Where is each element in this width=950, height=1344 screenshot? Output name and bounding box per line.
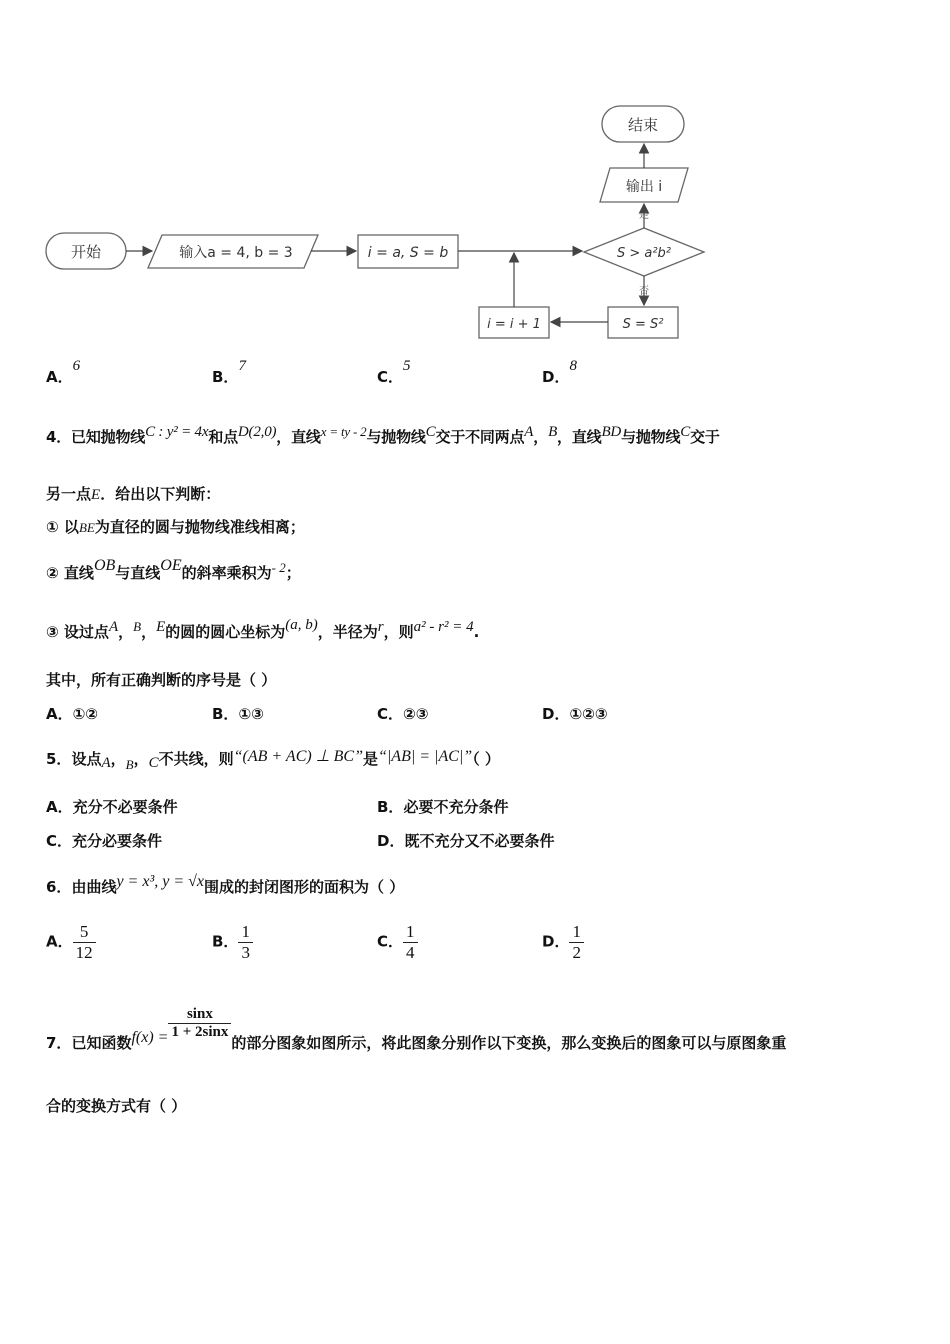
q7-fraction xyxy=(168,1006,231,1041)
q6-option-a[interactable] xyxy=(46,922,96,963)
q6-option-c[interactable] xyxy=(377,922,418,963)
q5-option-label: C． xyxy=(46,832,73,850)
q6-text: 围成的封闭图形的面积为（ ） xyxy=(204,878,405,896)
q4-math: C : y² = 4x xyxy=(145,424,209,440)
fraction-numerator: 1 xyxy=(403,922,418,943)
q7-text: 已知函数 xyxy=(71,1034,132,1052)
q4-math: A xyxy=(524,424,534,440)
q5-option-d[interactable] xyxy=(377,830,554,851)
q4-option-label: B． xyxy=(212,705,239,723)
q4-math: - 2 xyxy=(271,560,286,575)
q4-text: ； xyxy=(285,564,301,582)
q4-ask: 其中，所有正确判断的序号是（ ） xyxy=(46,671,277,689)
q5-number: 5． xyxy=(46,750,72,768)
q4-text: 与直线 xyxy=(115,564,161,582)
q5-option-label: D． xyxy=(377,832,405,850)
q4-text: ，则 xyxy=(383,623,414,641)
q4-math: BE xyxy=(78,520,95,535)
q4-text: 的圆的圆心坐标为 xyxy=(165,623,286,641)
q6-option-fraction xyxy=(403,922,418,963)
fraction-denominator: 4 xyxy=(406,943,415,962)
q4-option-label: A． xyxy=(46,705,73,723)
q3-option-a-value: 6 xyxy=(72,358,81,374)
q4-text: ．给出以下判断： xyxy=(100,485,221,503)
q5-stem: 5．设点A，B，C不共线，则“(AB + AC) ⊥ BC”是“|AB| = |AC|”（ ） xyxy=(46,748,500,772)
q4-text: 的斜率乘积为 xyxy=(181,564,272,582)
q7-stem-line1 xyxy=(46,1006,787,1052)
q4-text: ② 直线 xyxy=(46,564,94,582)
q7-text: 的部分图象如图所示，将此图象分别作以下变换，那么变换后的图象可以与原图象重 xyxy=(231,1034,787,1052)
q5-option-value: 充分必要条件 xyxy=(72,832,163,850)
q4-math: OB xyxy=(93,557,116,574)
q4-math: (a, b) xyxy=(285,617,318,633)
q6-option-d[interactable] xyxy=(542,922,584,963)
q4-text: 另一点 xyxy=(46,485,92,503)
q5-option-b[interactable] xyxy=(377,796,508,817)
flow-no-label: 否 xyxy=(639,286,649,297)
q4-option-value: ②③ xyxy=(403,705,429,723)
q6-option-fraction xyxy=(238,922,253,963)
q5-text: 设点 xyxy=(71,750,102,768)
q6-option-fraction xyxy=(569,922,584,963)
q3-option-d-value: 8 xyxy=(569,358,577,374)
q4-text: ，直线 xyxy=(276,428,321,446)
q4-text: ，半径为 xyxy=(317,623,378,641)
q4-text: 与抛物线 xyxy=(366,428,426,446)
q5-math: “(AB + AC) ⊥ BC” xyxy=(233,748,363,765)
flow-arrows xyxy=(126,144,644,322)
fraction-numerator: 1 xyxy=(238,922,253,943)
q4-option-b[interactable] xyxy=(212,703,264,724)
q3-option-a-label: A． xyxy=(46,368,73,386)
q4-text: ，直线 xyxy=(557,428,602,446)
q4-text: ① 以 xyxy=(46,518,79,536)
fraction-numerator: sinx xyxy=(168,1006,231,1024)
q6-option-label: D． xyxy=(542,932,570,951)
q5-option-label: A． xyxy=(46,798,73,816)
q4-math: BD xyxy=(601,424,622,440)
q3-option-a[interactable] xyxy=(46,358,81,387)
q7-number: 7． xyxy=(46,1034,72,1052)
q5-math: B xyxy=(125,757,134,772)
q4-math: C xyxy=(680,424,691,440)
flow-init-label: i = a, S = b xyxy=(367,245,449,261)
q4-math: E xyxy=(156,619,166,635)
q4-option-a[interactable] xyxy=(46,703,98,724)
q6-stem xyxy=(46,873,405,897)
q5-math: C xyxy=(148,755,159,771)
q4-option-d[interactable] xyxy=(542,703,608,724)
q6-option-b[interactable] xyxy=(212,922,253,963)
q4-stem-line1: 4．已知抛物线C : y² = 4x和点D(2,0)，直线x = ty - 2与抛物线C交于不同两点A，B，直线BD与抛物线C交于 xyxy=(46,424,720,446)
q4-text: 已知抛物线 xyxy=(71,428,146,446)
q5-option-value: 既不充分又不必要条件 xyxy=(404,832,555,850)
fraction-denominator: 1 + 2sinx xyxy=(171,1024,229,1040)
q3-option-d-label: D． xyxy=(542,368,570,386)
q4-text: . xyxy=(473,623,480,641)
q4-option-value: ①③ xyxy=(238,705,264,723)
q6-text: 由曲线 xyxy=(71,878,117,896)
flowchart xyxy=(0,0,950,350)
q4-judgement-1 xyxy=(46,516,305,537)
q4-option-value: ①② xyxy=(72,705,99,723)
q5-text: 是 xyxy=(362,750,378,768)
q4-math: x = ty - 2 xyxy=(320,424,367,439)
q4-judgement-3: ③ 设过点A，B，E的圆的圆心坐标为(a, b)，半径为r，则a² - r² = 4. xyxy=(46,617,480,641)
q6-option-label: C． xyxy=(377,932,404,951)
q4-stem-line2 xyxy=(46,483,220,504)
q4-math: r xyxy=(377,619,384,635)
q4-text: 交于 xyxy=(690,428,720,446)
q6-math: y = x³, y = √x xyxy=(116,873,205,890)
q4-text: 交于不同两点 xyxy=(435,428,525,446)
q4-option-label: C． xyxy=(377,705,404,723)
flow-end-label: 结束 xyxy=(627,116,659,134)
q6-option-fraction xyxy=(73,922,96,963)
fraction-denominator: 3 xyxy=(241,943,250,962)
flow-start-label: 开始 xyxy=(70,243,102,261)
q4-text: ③ 设过点 xyxy=(46,623,109,641)
q3-option-c[interactable] xyxy=(377,358,411,387)
q5-option-label: B． xyxy=(377,798,404,816)
q5-math: “|AB| = |AC|” xyxy=(378,748,473,765)
q4-judgement-2 xyxy=(46,557,301,583)
q5-text: （ ） xyxy=(472,750,500,768)
q4-text: 与抛物线 xyxy=(621,428,681,446)
q5-option-c[interactable] xyxy=(46,830,162,851)
q4-option-value: ①②③ xyxy=(569,705,608,723)
flow-condition-label: S > a²b² xyxy=(616,246,672,261)
fraction-denominator: 2 xyxy=(572,943,581,962)
flow-input-label: 输入a = 4, b = 3 xyxy=(179,245,293,261)
q4-text: 为直径的圆与抛物线准线相离； xyxy=(94,518,305,536)
q4-option-c[interactable] xyxy=(377,703,428,724)
q3-option-c-label: C． xyxy=(377,368,404,386)
q4-math: a² - r² = 4 xyxy=(413,619,474,635)
flow-square-label: S = S² xyxy=(622,317,664,332)
q3-option-d[interactable] xyxy=(542,358,577,387)
q5-option-value: 充分不必要条件 xyxy=(72,798,178,816)
q6-number: 6． xyxy=(46,878,72,896)
q4-math: E xyxy=(91,487,101,503)
q3-option-c-value: 5 xyxy=(403,358,411,374)
flow-output-label: 输出 i xyxy=(625,179,663,195)
flow-yes-label: 是 xyxy=(639,210,649,221)
q7-stem-line2: 合的变换方式有（ ） xyxy=(46,1097,187,1115)
q3-option-b-value: 7 xyxy=(238,358,246,374)
fraction-numerator: 5 xyxy=(73,922,96,943)
q4-math: A xyxy=(108,619,119,635)
q4-number: 4． xyxy=(46,428,72,446)
q4-text: 和点 xyxy=(208,428,238,446)
flow-increment-label: i = i + 1 xyxy=(487,317,541,332)
q3-option-b[interactable] xyxy=(212,358,246,387)
q4-math: OE xyxy=(160,557,182,574)
q4-math: C xyxy=(425,424,436,440)
q6-option-label: A． xyxy=(46,932,73,951)
q4-math: B xyxy=(133,619,142,634)
fraction-numerator: 1 xyxy=(569,922,584,943)
q4-option-label: D． xyxy=(542,705,570,723)
fraction-denominator: 12 xyxy=(75,943,93,962)
q4-math: B xyxy=(548,424,558,440)
q4-math: D(2,0) xyxy=(237,424,277,440)
q5-option-a[interactable] xyxy=(46,796,178,817)
q5-option-value: 必要不充分条件 xyxy=(403,798,509,816)
q5-text: 不共线，则 xyxy=(158,750,234,768)
q7-math: f(x) = xyxy=(131,1029,169,1046)
q5-math: A xyxy=(101,755,111,771)
q3-option-b-label: B． xyxy=(212,368,239,386)
q6-option-label: B． xyxy=(212,932,239,951)
